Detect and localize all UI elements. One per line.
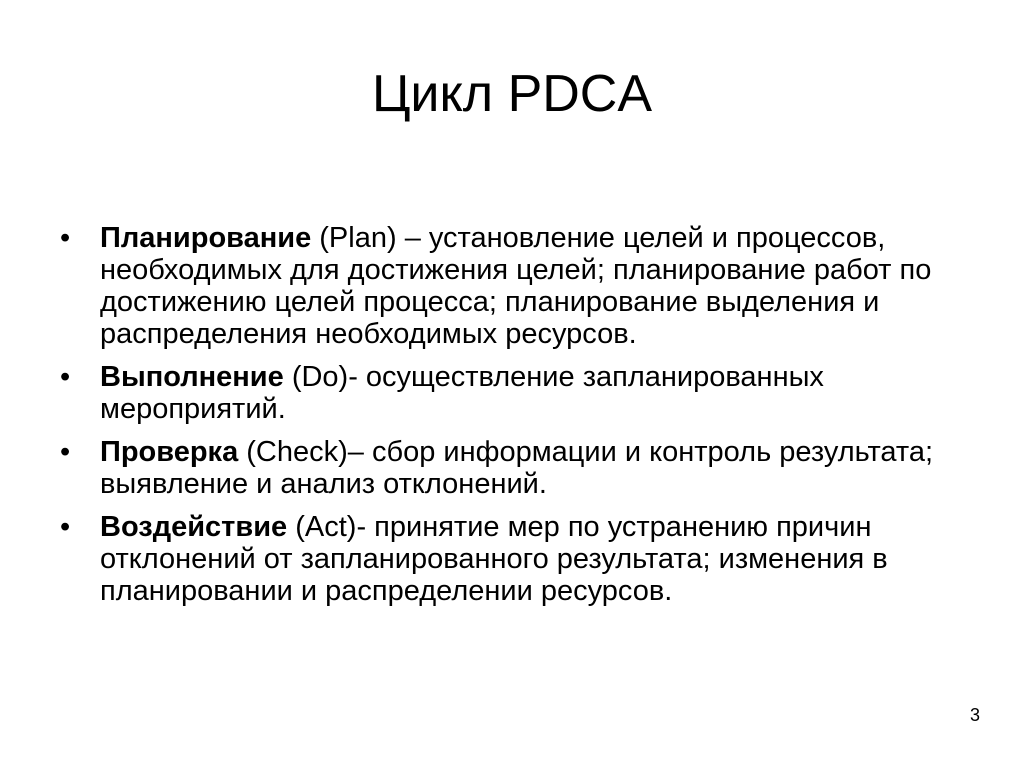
bullet-item-act bbox=[60, 511, 980, 607]
bullet-marker: • bbox=[60, 361, 71, 393]
bullet-abbr: (Act) bbox=[287, 511, 357, 543]
bullet-text: - принятие мер по устранению причин отклонений от запланированного результата; изменения в планировании и распределении ресурсов. bbox=[100, 511, 888, 607]
bullet-term: Воздействие bbox=[100, 511, 288, 543]
bullet-item-check bbox=[60, 436, 980, 500]
slide-title: Цикл PDCA bbox=[371, 65, 653, 123]
bullet-term: Проверка bbox=[100, 436, 239, 468]
bullet-term: Выполнение bbox=[100, 361, 284, 393]
bullet-text: - осуществление запланированных мероприятий. bbox=[100, 361, 824, 425]
bullet-abbr: (Check) bbox=[238, 436, 348, 468]
page-number: 3 bbox=[969, 705, 980, 725]
bullet-abbr: (Do) bbox=[283, 361, 349, 393]
bullet-list bbox=[60, 222, 980, 618]
bullet-marker: • bbox=[60, 436, 71, 468]
bullet-item-do bbox=[60, 361, 980, 425]
bullet-term: Планирование bbox=[100, 222, 312, 254]
bullet-marker: • bbox=[60, 222, 71, 254]
bullet-abbr: (Plan) bbox=[311, 222, 397, 254]
bullet-item-plan bbox=[60, 222, 980, 350]
bullet-marker: • bbox=[60, 511, 71, 543]
bullet-text: – сбор информации и контроль результата; выявление и анализ отклонений. bbox=[100, 436, 934, 500]
bullet-text: – установление целей и процессов, необходимых для достижения целей; планирование работ по достижению целей процесса; планирование выделения и распределения необходимых ресурсов. bbox=[100, 222, 932, 350]
